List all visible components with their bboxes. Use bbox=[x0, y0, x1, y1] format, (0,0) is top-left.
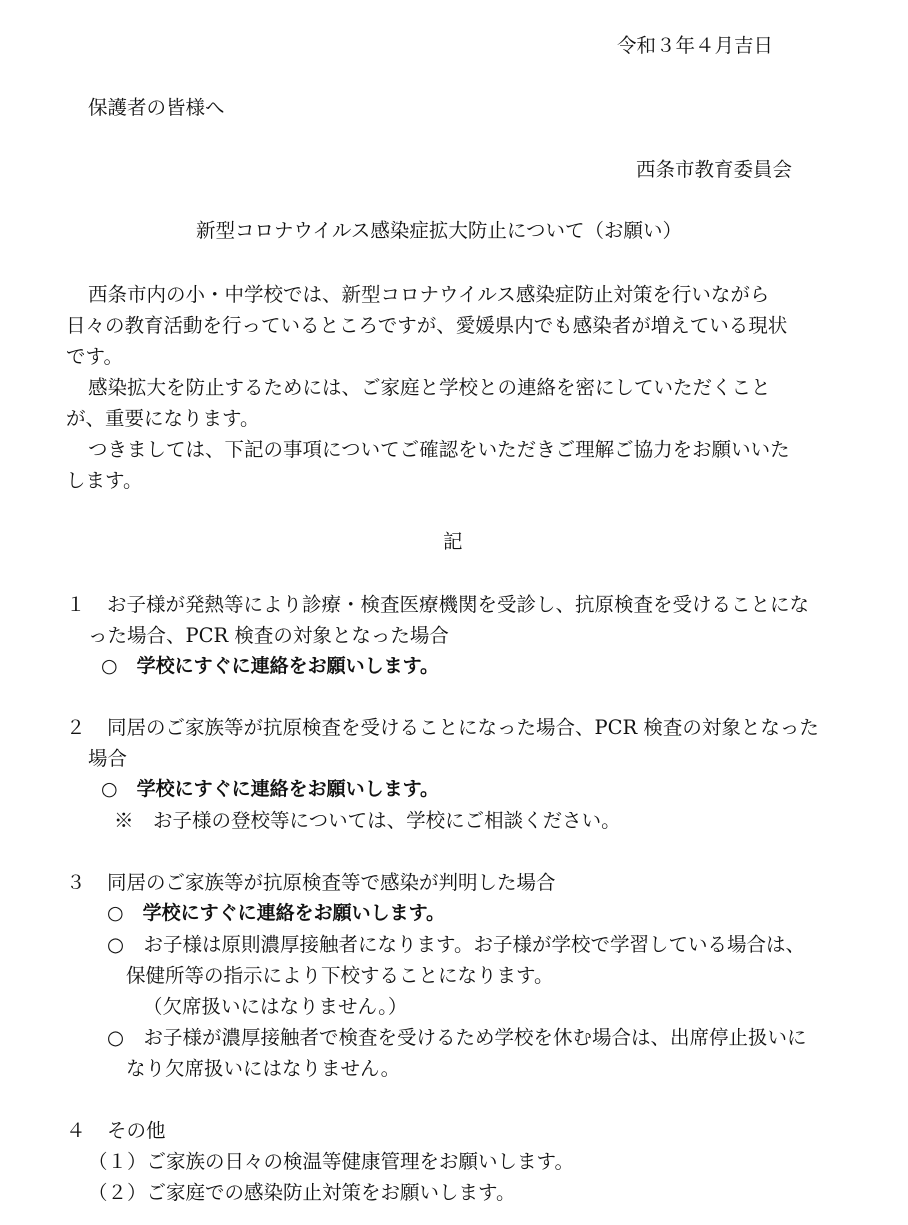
intro-line: 西条市内の小・中学校では、新型コロナウイルス感染症防止対策を行いながら bbox=[88, 283, 770, 306]
document-date: 令和３年４月吉日 bbox=[617, 34, 774, 57]
recipient: 保護者の皆様へ bbox=[88, 96, 225, 119]
item-text: 場合 bbox=[88, 747, 128, 770]
item-note: ※ お子様の登校等については、学校にご相談ください。 bbox=[114, 809, 621, 832]
item-sub: 保健所等の指示により下校することになります。 bbox=[126, 964, 554, 987]
item-text: 同居のご家族等が抗原検査等で感染が判明した場合 bbox=[107, 871, 556, 894]
document-title: 新型コロナウイルス感染症拡大防止について（お願い） bbox=[196, 219, 682, 242]
item-action: ○ 学校にすぐに連絡をお願いします。 bbox=[107, 902, 446, 924]
ki-heading: 記 bbox=[443, 530, 463, 553]
item-action: ○ 学校にすぐに連絡をお願いします。 bbox=[101, 655, 440, 677]
item-text: お子様が発熱等により診療・検査医療機関を受診し、抗原検査を受けることにな bbox=[107, 593, 810, 616]
intro-line: します。 bbox=[66, 469, 143, 492]
item-sub: （１）ご家族の日々の検温等健康管理をお願いします。 bbox=[88, 1150, 574, 1173]
item-sub: ○ お子様は原則濃厚接触者になります。お子様が学校で学習している場合は、 bbox=[107, 933, 805, 956]
intro-line: つきましては、下記の事項についてご確認をいただきご理解ご協力をお願いいた bbox=[88, 438, 790, 461]
sender: 西条市教育委員会 bbox=[636, 158, 793, 181]
item-sub: ○ お子様が濃厚接触者で検査を受けるため学校を休む場合は、出席停止扱いに bbox=[107, 1026, 807, 1049]
item-action: ○ 学校にすぐに連絡をお願いします。 bbox=[101, 778, 440, 800]
intro-line: 感染拡大を防止するためには、ご家庭と学校との連絡を密にしていただくこと bbox=[88, 376, 771, 399]
intro-line: です。 bbox=[66, 345, 123, 368]
item-number: ４ bbox=[66, 1119, 86, 1142]
item-sub: （２）ご家庭での感染防止対策をお願いします。 bbox=[88, 1181, 516, 1204]
item-number: １ bbox=[66, 593, 86, 616]
item-sub: なり欠席扱いにはなりません。 bbox=[126, 1057, 401, 1080]
intro-line: 日々の教育活動を行っているところですが、愛媛県内でも感染者が増えている現状 bbox=[66, 314, 788, 337]
item-text: 同居のご家族等が抗原検査を受けることになった場合、PCR 検査の対象となった bbox=[107, 716, 819, 739]
item-text: った場合、PCR 検査の対象となった場合 bbox=[88, 624, 449, 647]
item-number: ３ bbox=[66, 871, 86, 894]
item-text: その他 bbox=[107, 1119, 166, 1142]
intro-line: が、重要になります。 bbox=[66, 407, 260, 430]
item-number: ２ bbox=[66, 716, 86, 739]
item-sub: （欠席扱いにはなりません。） bbox=[143, 995, 408, 1018]
